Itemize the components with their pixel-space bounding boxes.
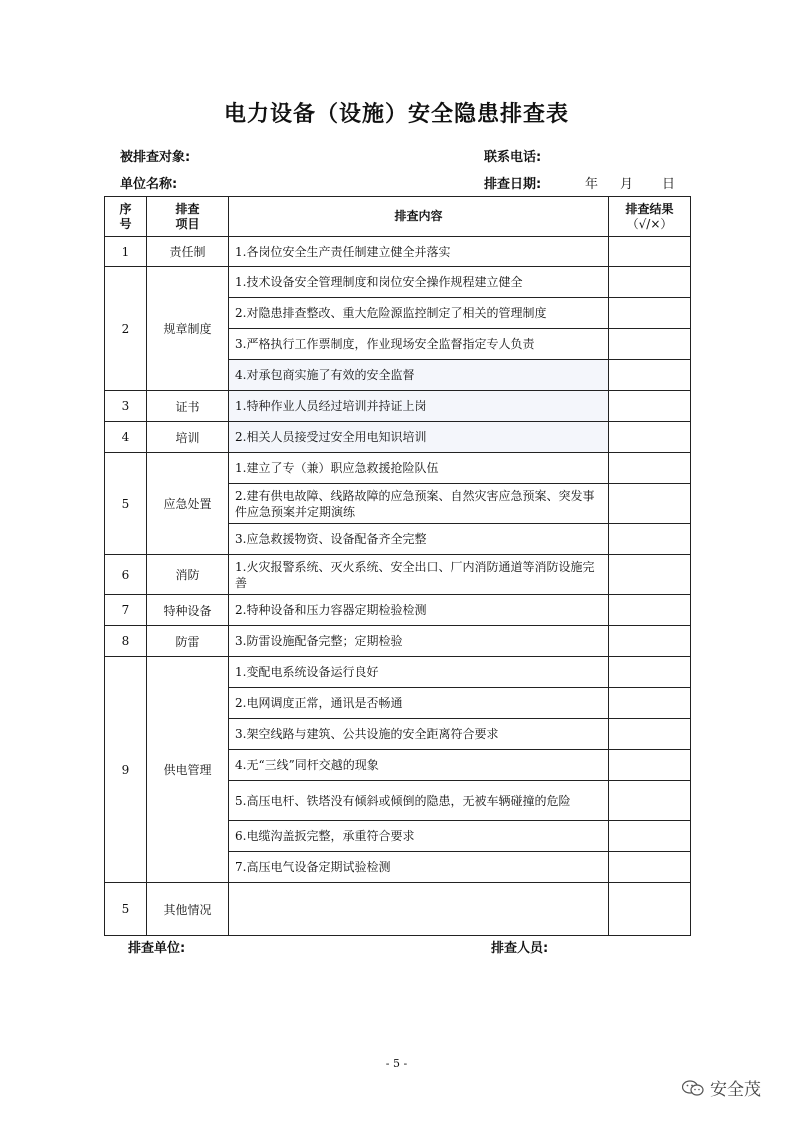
- table-row: [105, 626, 691, 657]
- row-number: 8: [105, 626, 147, 657]
- row-content: 2.相关人员接受过安全用电知识培训: [229, 422, 609, 453]
- row-number: 3: [105, 391, 147, 422]
- result-cell[interactable]: [609, 719, 691, 750]
- watermark-text: 安全茂: [710, 1080, 761, 1100]
- row-number: 1: [105, 237, 147, 267]
- row-content: 1.火灾报警系统、灭火系统、安全出口、厂内消防通道等消防设施完善: [229, 555, 609, 595]
- row-content: 2.特种设备和压力容器定期检验检测: [229, 595, 609, 626]
- header-content: 排查内容: [229, 197, 609, 237]
- result-cell[interactable]: [609, 688, 691, 719]
- row-number: 5: [105, 453, 147, 555]
- table-row: [105, 883, 691, 936]
- row-content: 1.各岗位安全生产责任制建立健全并落实: [229, 237, 609, 267]
- table-row: [105, 555, 691, 595]
- result-cell[interactable]: [609, 329, 691, 360]
- result-cell[interactable]: [609, 391, 691, 422]
- result-cell[interactable]: [609, 555, 691, 595]
- table-row: [105, 595, 691, 626]
- row-content: 6.电缆沟盖扳完整，承重符合要求: [229, 821, 609, 852]
- row-content: 7.高压电气设备定期试验检测: [229, 852, 609, 883]
- row-content: 1.特种作业人员经过培训并持证上岗: [229, 391, 609, 422]
- inspection-table: [104, 196, 691, 936]
- table-row: [105, 453, 691, 484]
- document-title: 电力设备（设施）安全隐患排查表: [223, 102, 569, 127]
- row-category: 规章制度: [147, 267, 229, 391]
- result-cell[interactable]: [609, 422, 691, 453]
- row-category: 供电管理: [147, 657, 229, 883]
- header-result-sub: （√/×）: [626, 216, 673, 231]
- header-result-label: 排查结果: [625, 201, 674, 216]
- row-content: 2.对隐患排查整改、重大危险源监控制定了相关的管理制度: [229, 298, 609, 329]
- row-category: 其他情况: [147, 883, 229, 936]
- row-content: 3.应急救援物资、设备配备齐全完整: [229, 524, 609, 555]
- result-cell[interactable]: [609, 267, 691, 298]
- day-label: 日: [662, 177, 676, 192]
- row-content: 2.建有供电故障、线路故障的应急预案、自然灾害应急预案、突发事件应急预案并定期演练: [229, 484, 609, 524]
- row-content: 1.变配电系统设备运行良好: [229, 657, 609, 688]
- row-content: 2.电网调度正常，通讯是否畅通: [229, 688, 609, 719]
- result-cell[interactable]: [609, 524, 691, 555]
- result-cell[interactable]: [609, 595, 691, 626]
- page-number: - 5 -: [385, 1057, 408, 1070]
- row-content: 3.架空线路与建筑、公共设施的安全距离符合要求: [229, 719, 609, 750]
- target-label: 被排查对象:: [120, 150, 191, 165]
- result-cell[interactable]: [609, 781, 691, 821]
- row-content: 3.严格执行工作票制度，作业现场安全监督指定专人负责: [229, 329, 609, 360]
- table-row: [105, 391, 691, 422]
- result-cell[interactable]: [609, 360, 691, 391]
- row-category: 证书: [147, 391, 229, 422]
- row-content: [229, 883, 609, 936]
- row-number: 2: [105, 267, 147, 391]
- row-number: 7: [105, 595, 147, 626]
- row-category: 防雷: [147, 626, 229, 657]
- row-content: 5.高压电杆、铁塔没有倾斜或倾倒的隐患，无被车辆碰撞的危险: [229, 781, 609, 821]
- row-content: 3.防雷设施配备完整；定期检验: [229, 626, 609, 657]
- header-num: [105, 197, 147, 237]
- result-cell[interactable]: [609, 237, 691, 267]
- row-category: 应急处置: [147, 453, 229, 555]
- row-number: 5: [105, 883, 147, 936]
- footer-person-label: 排查人员:: [491, 941, 549, 956]
- year-label: 年: [585, 177, 599, 192]
- result-cell[interactable]: [609, 626, 691, 657]
- wechat-icon: [682, 1080, 704, 1096]
- row-category: 特种设备: [147, 595, 229, 626]
- phone-label: 联系电话:: [484, 150, 542, 165]
- table-row: [105, 237, 691, 267]
- table-row: [105, 267, 691, 298]
- table-row: [105, 422, 691, 453]
- row-number: 4: [105, 422, 147, 453]
- result-cell[interactable]: [609, 453, 691, 484]
- unit-label: 单位名称:: [120, 177, 178, 192]
- result-cell[interactable]: [609, 852, 691, 883]
- row-content: 1.建立了专（兼）职应急救援抢险队伍: [229, 453, 609, 484]
- watermark: [682, 1075, 761, 1100]
- row-number: 9: [105, 657, 147, 883]
- row-number: 6: [105, 555, 147, 595]
- table-row: [105, 657, 691, 688]
- result-cell[interactable]: [609, 883, 691, 936]
- result-cell[interactable]: [609, 484, 691, 524]
- row-category: 培训: [147, 422, 229, 453]
- row-content: 4.对承包商实施了有效的安全监督: [229, 360, 609, 391]
- header-result: [609, 197, 691, 237]
- row-category: 责任制: [147, 237, 229, 267]
- result-cell[interactable]: [609, 821, 691, 852]
- row-content: 1.技术设备安全管理制度和岗位安全操作规程建立健全: [229, 267, 609, 298]
- header-num-label: 序号: [119, 201, 132, 231]
- header-category: [147, 197, 229, 237]
- row-category: 消防: [147, 555, 229, 595]
- result-cell[interactable]: [609, 657, 691, 688]
- table-body: [105, 237, 691, 936]
- result-cell[interactable]: [609, 750, 691, 781]
- month-label: 月: [620, 177, 634, 192]
- row-content: 4.无“三线”同杆交越的现象: [229, 750, 609, 781]
- footer-unit-label: 排查单位:: [128, 941, 186, 956]
- result-cell[interactable]: [609, 298, 691, 329]
- header-category-label: 排查项目: [175, 201, 200, 231]
- date-label: 排查日期:: [484, 177, 542, 192]
